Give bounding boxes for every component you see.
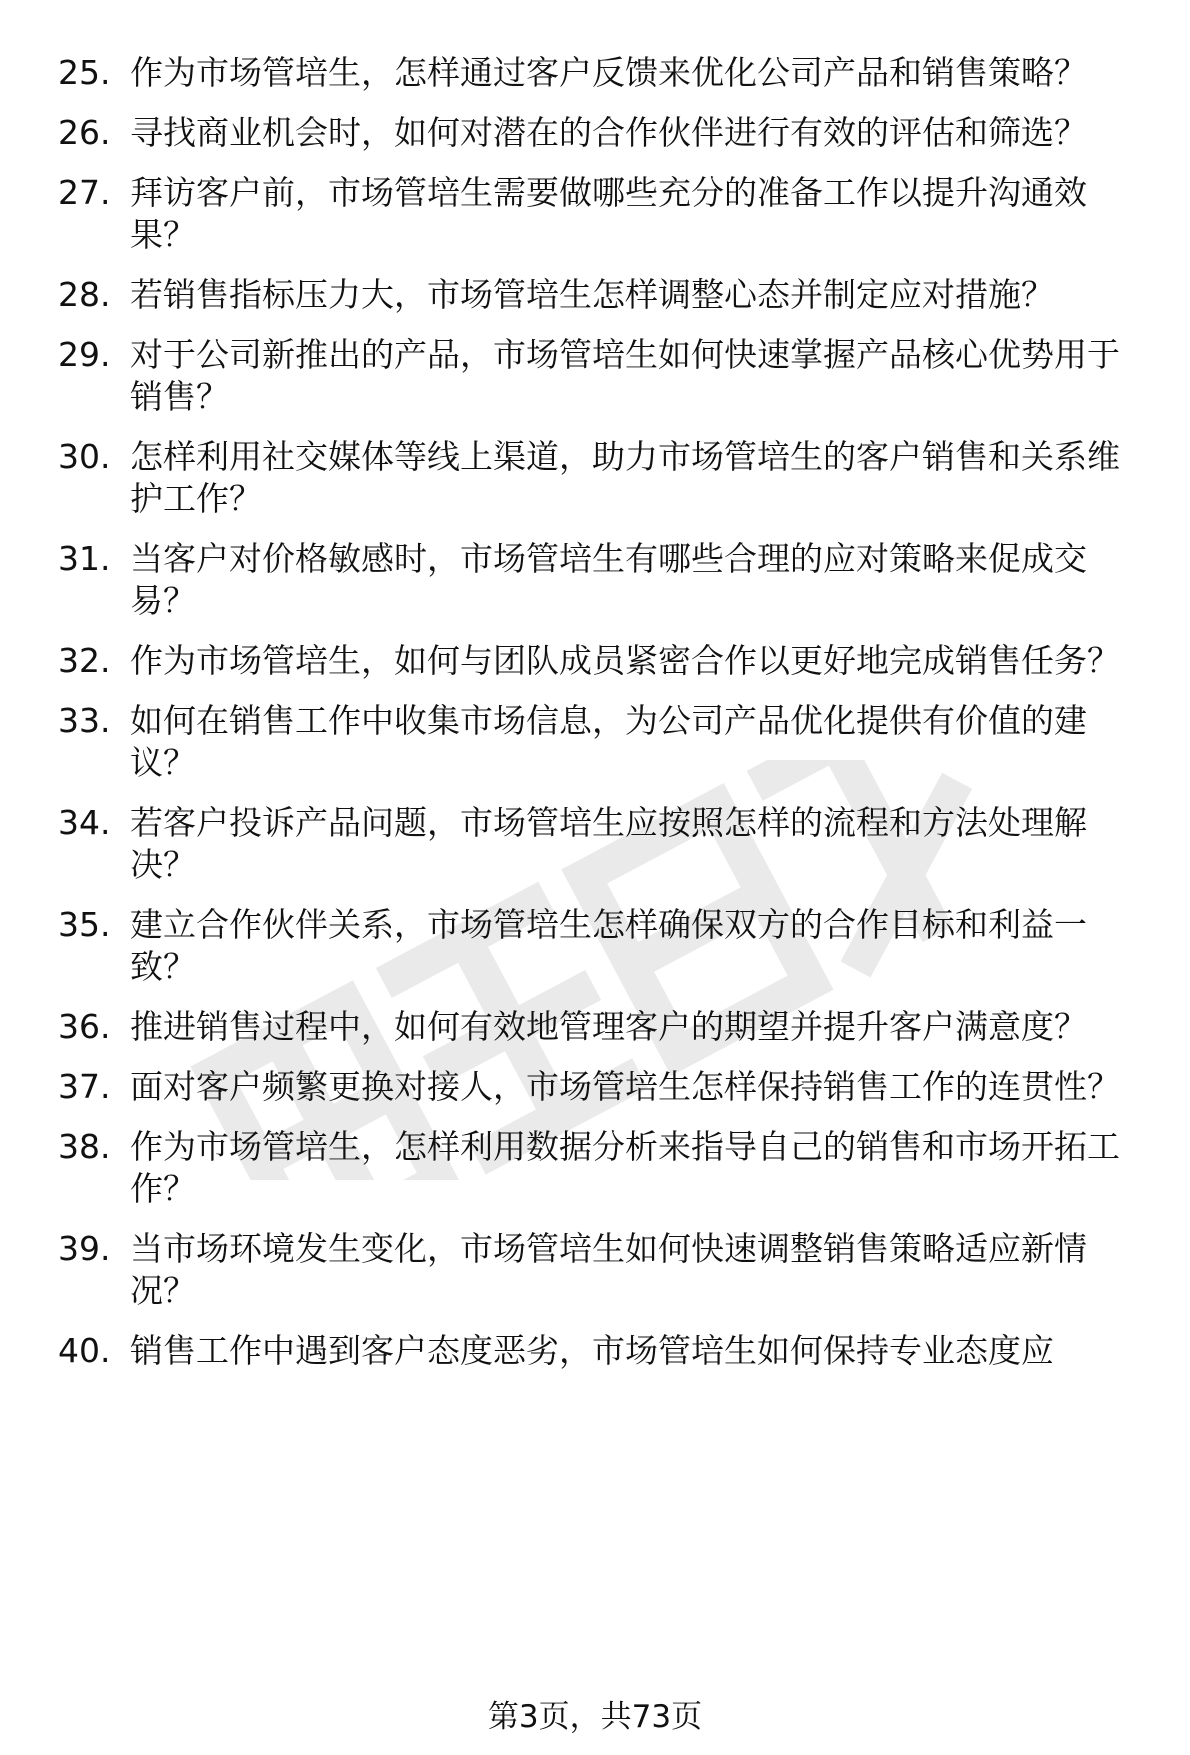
- question-number: 38.: [58, 1127, 111, 1166]
- page-footer: 第3页，共73页: [487, 1699, 703, 1735]
- question-number: 28.: [58, 275, 111, 314]
- question-item-30: [58, 436, 1148, 520]
- question-number: 37.: [58, 1067, 111, 1106]
- question-number: 25.: [58, 53, 111, 92]
- question-item-32: [58, 640, 1148, 682]
- question-text: 推进销售过程中，如何有效地管理客户的期望并提升客户满意度？: [130, 1007, 1087, 1046]
- question-item-35: [58, 904, 1148, 988]
- question-item-36: [58, 1006, 1148, 1048]
- question-text: 当市场环境发生变化，市场管培生如何快速调整销售策略适应新情况？: [130, 1229, 1087, 1310]
- question-number: 34.: [58, 803, 111, 842]
- question-item-25: [58, 52, 1148, 94]
- question-text: 销售工作中遇到客户态度恶劣，市场管培生如何保持专业态度应: [130, 1331, 1054, 1370]
- question-text: 若销售指标压力大，市场管培生怎样调整心态并制定应对措施？: [130, 275, 1054, 314]
- question-text: 作为市场管培生，如何与团队成员紧密合作以更好地完成销售任务？: [130, 641, 1120, 680]
- question-text: 拜访客户前，市场管培生需要做哪些充分的准备工作以提升沟通效果？: [130, 173, 1087, 254]
- question-number: 29.: [58, 335, 111, 374]
- question-text: 如何在销售工作中收集市场信息，为公司产品优化提供有价值的建议？: [130, 701, 1087, 782]
- question-number: 36.: [58, 1007, 111, 1046]
- question-number: 33.: [58, 701, 111, 740]
- question-list: [58, 52, 1148, 1390]
- question-text: 寻找商业机会时，如何对潜在的合作伙伴进行有效的评估和筛选？: [130, 113, 1087, 152]
- question-item-39: [58, 1228, 1148, 1312]
- question-number: 30.: [58, 437, 111, 476]
- question-text: 作为市场管培生，怎样通过客户反馈来优化公司产品和销售策略？: [130, 53, 1087, 92]
- question-number: 27.: [58, 173, 111, 212]
- question-text: 若客户投诉产品问题，市场管培生应按照怎样的流程和方法处理解决？: [130, 803, 1087, 884]
- question-number: 31.: [58, 539, 111, 578]
- question-text: 当客户对价格敏感时，市场管培生有哪些合理的应对策略来促成交易？: [130, 539, 1087, 620]
- question-text: 面对客户频繁更换对接人，市场管培生怎样保持销售工作的连贯性？: [130, 1067, 1120, 1106]
- question-item-26: [58, 112, 1148, 154]
- question-number: 40.: [58, 1331, 111, 1370]
- question-number: 26.: [58, 113, 111, 152]
- question-number: 39.: [58, 1229, 111, 1268]
- question-item-28: [58, 274, 1148, 316]
- question-text: 建立合作伙伴关系，市场管培生怎样确保双方的合作目标和利益一致？: [130, 905, 1087, 986]
- question-item-40: [58, 1330, 1148, 1372]
- question-text: 对于公司新推出的产品，市场管培生如何快速掌握产品核心优势用于销售？: [130, 335, 1120, 416]
- question-item-31: [58, 538, 1148, 622]
- question-item-37: [58, 1066, 1148, 1108]
- question-number: 32.: [58, 641, 111, 680]
- question-number: 35.: [58, 905, 111, 944]
- question-item-29: [58, 334, 1148, 418]
- question-item-38: [58, 1126, 1148, 1210]
- question-item-33: [58, 700, 1148, 784]
- question-item-34: [58, 802, 1148, 886]
- question-item-27: [58, 172, 1148, 256]
- question-text: 作为市场管培生，怎样利用数据分析来指导自己的销售和市场开拓工作？: [130, 1127, 1120, 1208]
- question-text: 怎样利用社交媒体等线上渠道，助力市场管培生的客户销售和关系维护工作？: [130, 437, 1120, 518]
